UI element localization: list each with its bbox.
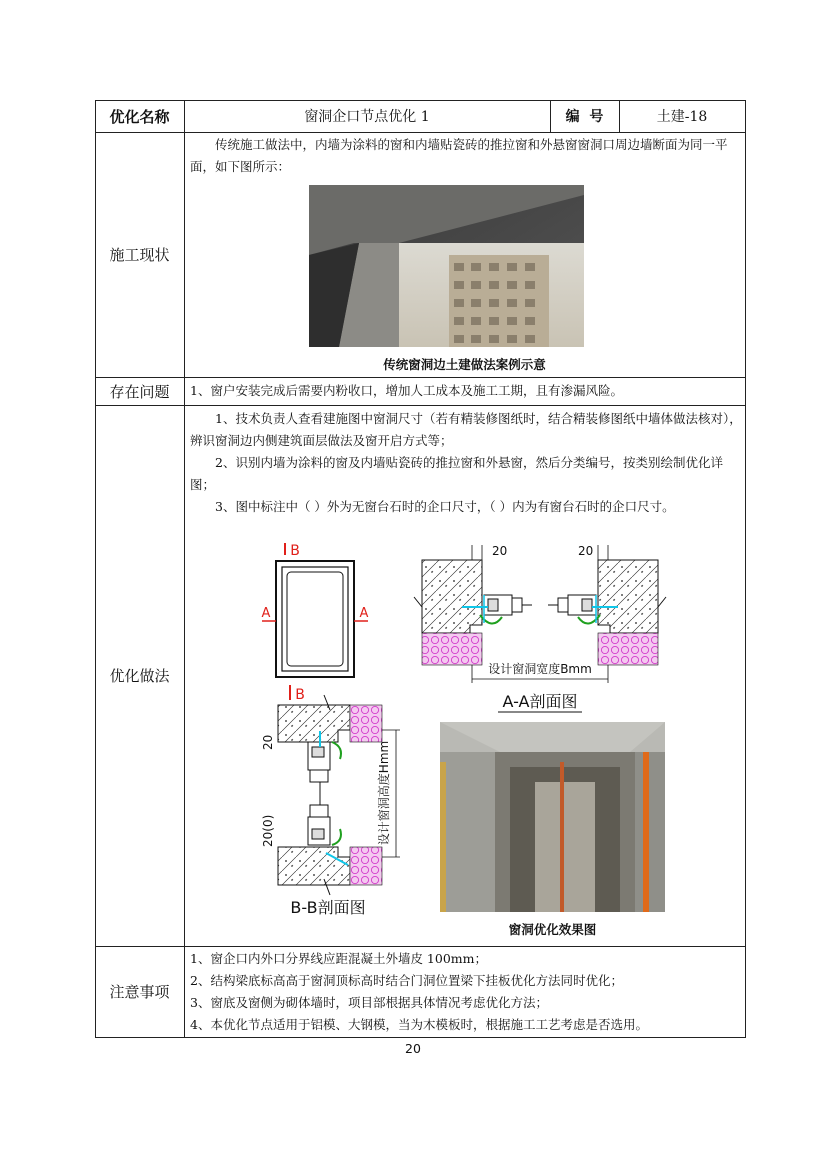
method-label: 优化做法 bbox=[109, 667, 170, 685]
page-number: 20 bbox=[405, 1041, 421, 1056]
bb-title: B-B剖面图 bbox=[290, 898, 366, 915]
bb-label-b: B bbox=[295, 687, 305, 703]
note-item-2: 2、结构梁底标高高于窗洞顶标高时结合门洞位置梁下挂板优化方法同时优化； bbox=[190, 973, 623, 988]
elev-label-a-right: A bbox=[359, 606, 369, 621]
optimized-window-photo bbox=[440, 722, 665, 912]
table-rule-3 bbox=[95, 405, 746, 406]
name-value: 窗洞企口节点优化 1 bbox=[304, 109, 430, 125]
name-label: 优化名称 bbox=[109, 107, 170, 126]
status-caption: 传统窗洞边土建做法案例示意 bbox=[383, 357, 546, 372]
note-item-1: 1、窗企口内外口分界线应距混凝土外墙皮 100mm； bbox=[190, 951, 487, 966]
method-para-2: 2、识别内墙为涂料的窗及内墙贴瓷砖的推拉窗和外悬窗，然后分类编号，按类别绘制优化详图； bbox=[190, 455, 723, 492]
code-value: 土建-18 bbox=[656, 109, 708, 125]
code-label: 编 号 bbox=[565, 109, 604, 125]
optimized-photo-caption: 窗洞优化效果图 bbox=[508, 922, 597, 937]
section-a-a bbox=[414, 544, 666, 712]
aa-dim-left: 20 bbox=[492, 544, 508, 558]
method-para-3: 3、图中标注中（ ）外为无窗台石时的企口尺寸，（ ）内为有窗台石时的企口尺寸。 bbox=[215, 499, 675, 514]
status-label: 施工现状 bbox=[109, 246, 170, 264]
table-border-bottom bbox=[95, 1037, 746, 1038]
notes-label: 注意事项 bbox=[109, 983, 170, 1001]
aa-title: A-A剖面图 bbox=[502, 692, 578, 711]
bb-height-label: 设计窗洞高度Hmm bbox=[377, 740, 391, 846]
aa-width-label: 设计窗洞宽度Bmm bbox=[488, 662, 592, 676]
method-para-1: 1、技术负责人查看建施图中窗洞尺寸（若有精装修图纸时，结合精装修图纸中墙体做法核对），辨识窗洞边内侧建筑面层做法及窗开启方式等； bbox=[190, 411, 742, 448]
aa-dim-right: 20 bbox=[578, 544, 594, 558]
problem-text: 1、窗户安装完成后需要内粉收口，增加人工成本及施工工期，且有渗漏风险。 bbox=[190, 383, 623, 398]
status-text: 传统施工做法中，内墙为涂料的窗和内墙贴瓷砖的推拉窗和外悬窗窗洞口周边墙断面为同一平面，如下图所示： bbox=[190, 137, 728, 174]
bb-dim-top: 20 bbox=[261, 734, 275, 750]
traditional-window-photo bbox=[309, 185, 584, 347]
note-item-4: 4、本优化节点适用于铝模、大钢模，当为木模板时，根据施工工艺考虑是否选用。 bbox=[190, 1017, 648, 1032]
table-col-divider bbox=[184, 100, 185, 1038]
bb-dim-bottom: 20(0) bbox=[261, 814, 275, 847]
table-border-right bbox=[745, 100, 746, 1038]
table-rule-4 bbox=[95, 946, 746, 947]
notes-list bbox=[190, 948, 742, 1036]
table-rule-2 bbox=[95, 377, 746, 378]
problem-label: 存在问题 bbox=[109, 382, 170, 401]
note-item-3: 3、窗底及窗侧为砌体墙时，项目部根据具体情况考虑优化方法； bbox=[190, 995, 548, 1010]
table-rule-1 bbox=[95, 132, 746, 133]
section-b-b bbox=[261, 685, 400, 915]
elev-label-b: B bbox=[290, 543, 300, 559]
elev-label-a-left: A bbox=[261, 606, 271, 621]
window-elevation bbox=[262, 543, 369, 677]
